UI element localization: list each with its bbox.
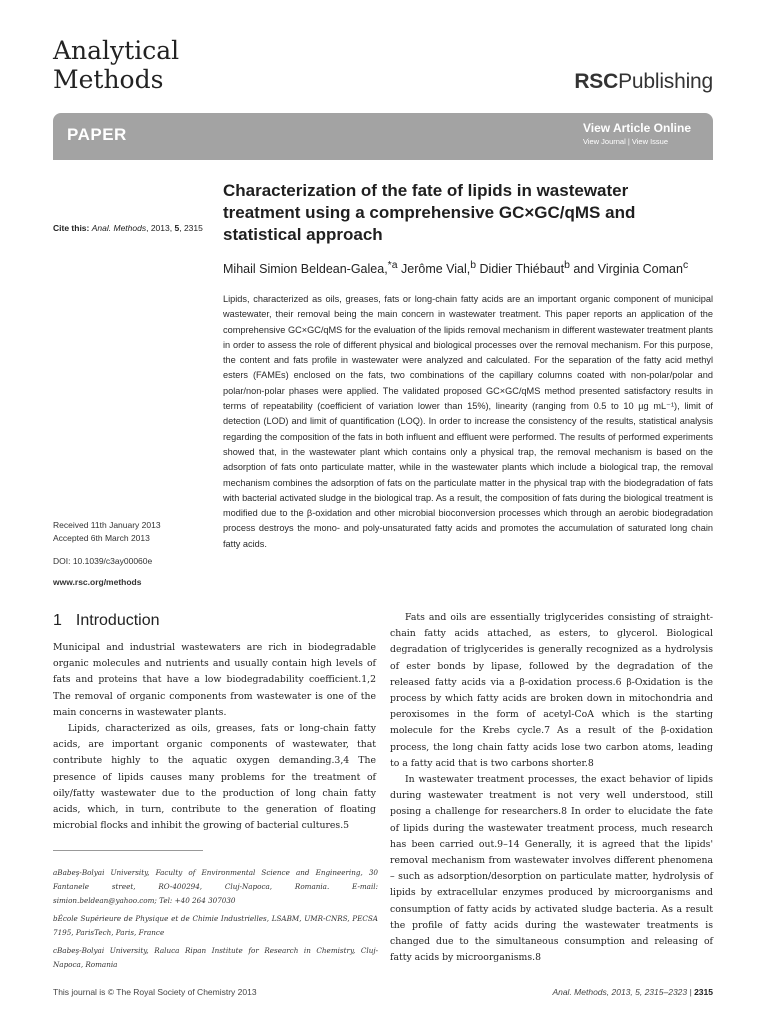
footnote: aBabeş-Bolyai University, Faculty of Environmental Science and Engineering, 30 Fantanele street, RO-400294, Cluj-Napoca, Romania. E-mail: simion.beldean@yahoo.com; Tel: +40 264 307030 — [53, 868, 378, 905]
publisher-logo-rest: Publishing — [618, 70, 713, 93]
accepted-date: Accepted 6th March 2013 — [53, 533, 150, 543]
journal-title-line2: Methods — [53, 65, 164, 94]
footer-citation-text: Anal. Methods, 2013, 5, 2315–2323 | — [552, 987, 692, 997]
view-article-online-link[interactable]: View Article Online — [582, 121, 691, 135]
view-journal-issue-links[interactable]: View Journal | View Issue — [582, 137, 669, 146]
article-title: Characterization of the fate of lipids in wastewater treatment using a comprehensive GC×GC/qMS and statistical approach — [223, 181, 636, 244]
body-paragraph: In wastewater treatment processes, the exact behavior of lipids during wastewater treatment is not very well understood, still posing a challenge for researchers.8 In order to elucidate the fate of lipids during the wastewater treatment process, much research has been carried out.9–14 Generally, it is agreed that the lipids' removal mechanism from wastewater involves different phenomena – such as adsorption/desorption on particulate matter, hydrolysis of lipids by extracellular enzymes produced by microorganisms and consumption of fatty acids by activated sludge bacteria. As a result the profile of fatty acids during the wastewater treatments is changed due to the simultaneous consumption and releasing of fatty acids by microorganisms.8 — [390, 774, 713, 964]
publisher-logo-bold: RSC — [574, 70, 619, 93]
body-column-left — [53, 640, 376, 834]
abstract: Lipids, characterized as oils, greases, fats or long-chain fatty acids are an important organic component of municipal wastewater, their removal being the main concern in wastewater treatment. This paper reports an application of the comprehensive GC×GC/qMS for the evaluation of the lipids removal mechanism in different wastewater treatment plants in order to assess the role of different physical and biological processes over the removal mechanism. For this purpose, the content and fats profile in wastewater were analyzed and calculated. For the separation of the fatty acid methyl esters (FAMEs) enclosed on the fats, two combinations of the capillary columns coated with non-polar/polar and polar/non-polar phases were applied. The validated proposed GC×GC/qMS method presented satisfactory results in terms of repeatability (coefficient of variation lower than 15%), linearity (ranging from 0.5 to 10 µg mL⁻¹), limit of detection (LOD) and limit of quantification (LOQ). In order to increase the consistency of the results, statistical analysis regarding the composition of the fats in both influent and effluent were performed. The results of performed experiments showed that, in the wastewater plant which contains only a physical trap, the removal mechanism is based on the adsorption of fats onto particulate matter, while in the wastewater plants which include a biological trap, the removal mechanism combines the adsorption of fats on the particulate matter in the physical trap with the biodegradation of fats with bacterial activated sludge in the biological trap. As a result, the composition of fats during the biological treatment is modified due to the β-oxidation and other microbial bioconversion processes which through an aerobic biodegradation process destroys the mono- and poly-unsaturated fatty acids and promotes the accumulation of saturated long chain fatty acids. — [223, 294, 713, 549]
journal-url[interactable]: www.rsc.org/methods — [53, 577, 142, 587]
author-2: Jerôme Vial,$^b$ — [401, 260, 477, 277]
author-list: Mihail Simion Beldean-Galea,$^{*a}$ Jerôme Vial,$^b$ Didier Thiébaut$^b$ and Virginia Coman$^c$ — [223, 260, 689, 277]
journal-title-line1: Analytical — [53, 36, 180, 65]
cite-journal: Anal. Methods — [91, 223, 147, 233]
body-paragraph: Municipal and industrial wastewaters are rich in biodegradable organic molecules and nutrients and usually contain high levels of fats and proteins that have a low biodegradability coefficient.1,2 The removal of organic components from wastewater is one of the main concerns in wastewater plants. — [53, 642, 376, 718]
affiliation-footnotes — [53, 866, 378, 976]
footer-citation — [552, 987, 713, 997]
received-date: Received 11th January 2013 — [53, 520, 161, 530]
body-column-right — [390, 610, 713, 966]
cite-pages: , 2315 — [179, 223, 203, 233]
publisher-logo — [574, 70, 713, 94]
body-paragraph: Fats and oils are essentially triglycerides consisting of straight-chain fatty acids attached, as esters, to glycerol. Biological degradation of triglycerides is generally recognized as a hydrolysis of ester bonds by lipase, followed by the degradation of the released fatty acids via a β-oxidation process.6 β-Oxidation is the process by which fatty acids are broken down in mitochondria and peroxisomes in the form of acetyl-CoA which is the starting molecule for the Krebs cycle.7 As a result of the β-oxidation process, the long chain fatty acids lose two carbon atoms, leading to a fatty acid that is two carbons shorter.8 — [390, 612, 713, 769]
footnote: bÉcole Supérieure de Physique et de Chimie Industrielles, LSABM, UMR-CNRS, PECSA 7195, ParisTech, Paris, France — [53, 914, 378, 937]
footnote: cBabeş-Bolyai University, Raluca Ripan Institute for Research in Chemistry, Cluj-Napoca, Romania — [53, 946, 378, 969]
footer-copyright: This journal is © The Royal Society of Chemistry 2013 — [53, 987, 257, 997]
cite-prefix: Cite this: — [53, 223, 90, 233]
journal-title — [53, 36, 313, 94]
doi[interactable]: DOI: 10.1039/c3ay00060e — [53, 556, 153, 566]
cite-volume: 5 — [174, 223, 180, 233]
author-4: Virginia Coman$^c$ — [597, 260, 689, 277]
section-heading — [53, 612, 160, 630]
article-type-label: PAPER — [67, 125, 127, 144]
section-title: Introduction — [75, 612, 160, 629]
citation-line: Cite this: Anal. Methods, 2013, 5, 2315 — [53, 223, 203, 233]
author-3: Didier Thiébaut$^b$ — [479, 260, 570, 277]
body-paragraph: Lipids, characterized as oils, greases, fats or long-chain fatty acids, are important organic components of wastewater, that contribute highly to the aquatic oxygen demanding.3,4 The presence of lipids causes many problems for the treatment of oily/fatty wastewater due to the production of long chain fatty acids, which, in turn, contribute to the generation of floating microbial flocks and inhibit the growing of bacterial cultures.5 — [53, 723, 376, 832]
author-1: Mihail Simion Beldean-Galea,$^{*a}$ — [223, 260, 398, 277]
view-article-online[interactable] — [583, 121, 691, 146]
cite-year: 2013, — [150, 223, 173, 233]
article-type-band — [53, 113, 713, 160]
footnote-divider — [53, 850, 203, 851]
section-number: 1 — [53, 612, 62, 629]
page-number: 2315 — [694, 987, 713, 997]
